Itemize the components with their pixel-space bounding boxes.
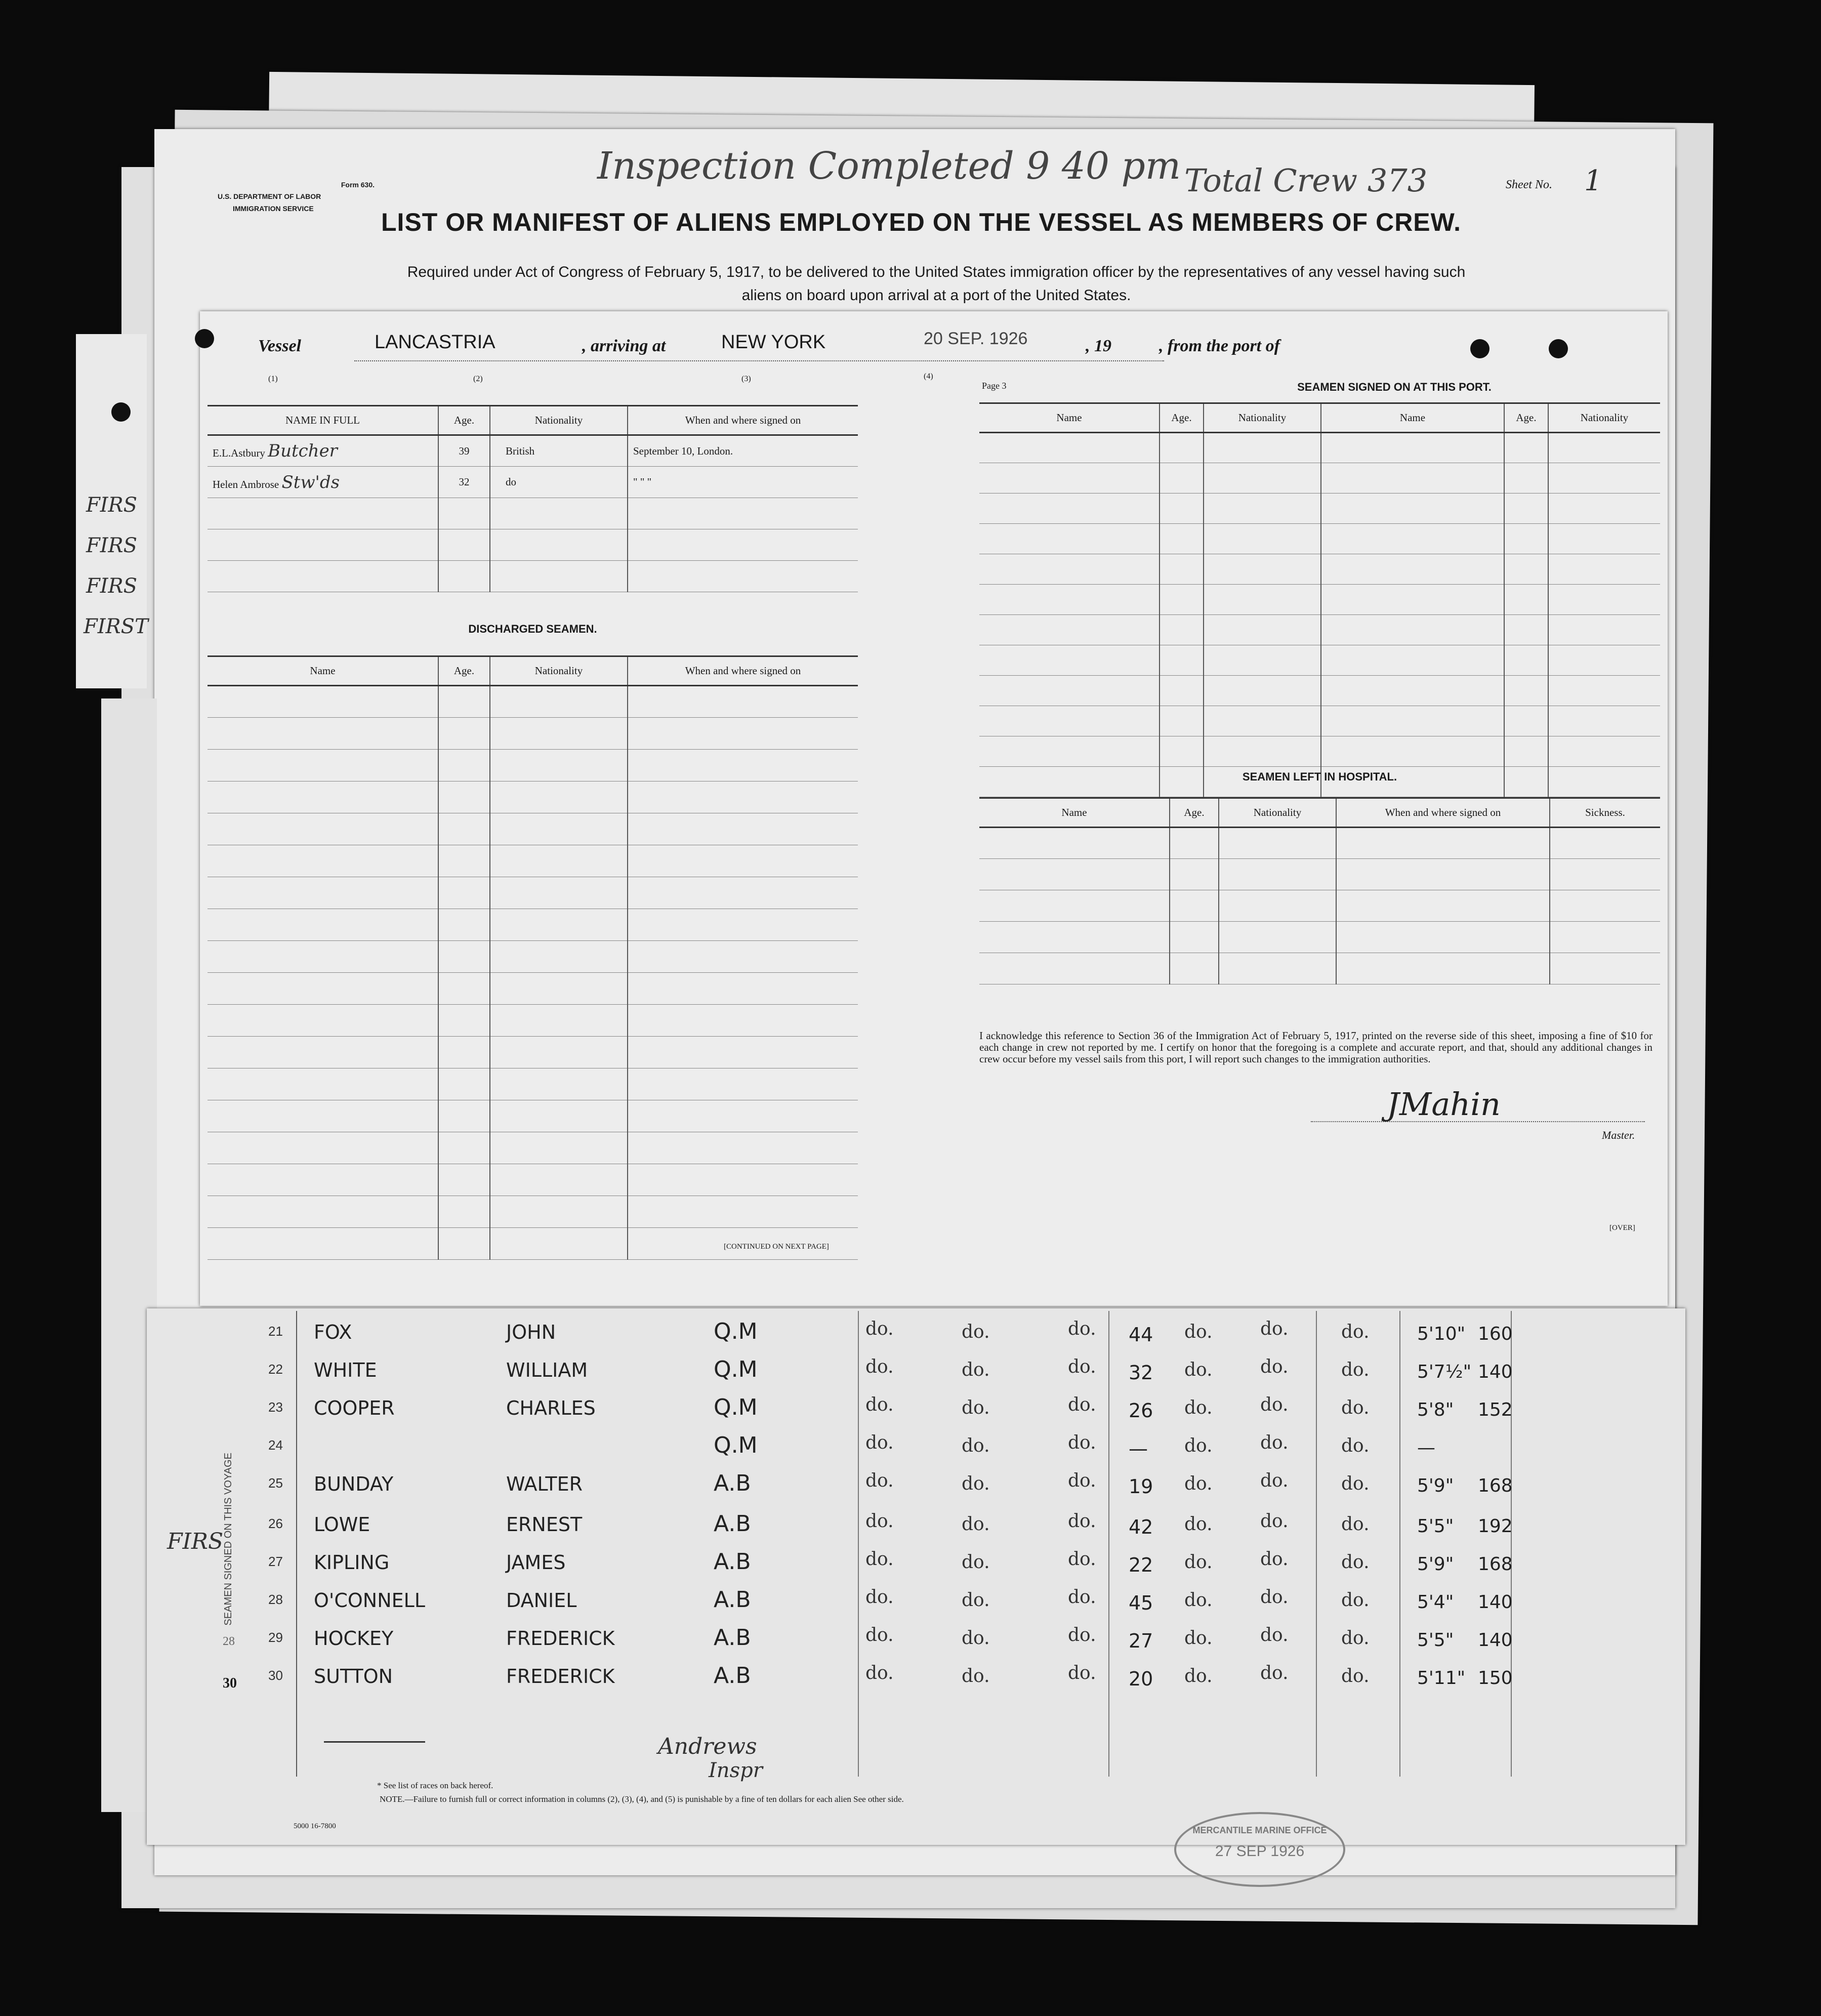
- column-rule: [858, 1311, 859, 1777]
- year-label: , 19: [1086, 337, 1111, 355]
- total-crew-note: Total Crew 373: [1184, 162, 1428, 199]
- signed-on-title: SEAMEN SIGNED ON AT THIS PORT.: [1297, 381, 1492, 393]
- ditto-mark: do.: [1260, 1319, 1289, 1339]
- vessel-underline: [354, 360, 1164, 361]
- ditto-mark: do.: [1068, 1511, 1096, 1532]
- col-header: Nationality: [1219, 798, 1336, 828]
- ditto-mark: do.: [1260, 1587, 1289, 1608]
- crew-weight: 140: [1478, 1630, 1513, 1651]
- crew-rating: Q.M: [714, 1394, 758, 1420]
- column-rule: [1399, 1311, 1400, 1777]
- col-header: Age.: [438, 406, 490, 435]
- crew-surname: BUNDAY: [314, 1473, 394, 1495]
- ditto-mark: do.: [1260, 1511, 1289, 1532]
- table-row: [208, 435, 858, 467]
- ditto-mark: do.: [1260, 1549, 1289, 1570]
- ditto-mark: do.: [1184, 1628, 1213, 1649]
- table-row: [208, 941, 858, 973]
- table-row: [208, 1100, 858, 1132]
- crew-weight: 192: [1478, 1516, 1513, 1537]
- vessel-label: Vessel: [258, 337, 301, 355]
- ditto-mark: do.: [962, 1473, 990, 1494]
- side-label: FIRST: [84, 615, 148, 638]
- subtitle-line: Required under Act of Congress of February 5, 1917, to be delivered to the United States immigration officer by the representatives of any vessel having such: [407, 264, 1466, 280]
- form-number: Form 630.: [341, 181, 375, 189]
- col-header: Name: [979, 798, 1170, 828]
- ditto-mark: do.: [1260, 1432, 1289, 1453]
- table-row: [979, 615, 1660, 645]
- table-row: [979, 828, 1660, 859]
- date-stamp: 20 SEP. 1926: [924, 329, 1028, 348]
- inspector-signature: Andrews: [658, 1734, 757, 1759]
- margin-number: 30: [223, 1675, 237, 1691]
- ditto-mark: do.: [1184, 1322, 1213, 1342]
- crew-age: 27: [1129, 1630, 1153, 1652]
- crew-rating: Q.M: [714, 1319, 758, 1344]
- discharged-table: [208, 655, 858, 1260]
- crew-list-sheet: [147, 1308, 1685, 1845]
- table-row: [208, 813, 858, 845]
- row-number: 26: [268, 1516, 283, 1531]
- signed-on-table: [979, 402, 1660, 797]
- ditto-mark: do.: [865, 1319, 894, 1339]
- crew-rating: A.B: [714, 1663, 751, 1689]
- master-label: Master.: [1602, 1129, 1635, 1141]
- ditto-mark: do.: [1184, 1360, 1213, 1380]
- crew-given-name: ERNEST: [506, 1513, 583, 1536]
- crew-surname: FOX: [314, 1321, 352, 1343]
- side-label: FIRS: [86, 574, 138, 598]
- col-number: (4): [924, 372, 933, 381]
- crew-nationality: British: [490, 435, 628, 467]
- crew-age: 20: [1129, 1668, 1153, 1690]
- stamp-text: MERCANTILE MARINE OFFICE: [1192, 1825, 1327, 1835]
- subtitle-line: aliens on board upon arrival at a port of the United States.: [741, 287, 1131, 304]
- ditto-mark: do.: [1341, 1666, 1370, 1686]
- row-number: 29: [268, 1630, 283, 1645]
- table-row: [208, 750, 858, 781]
- row-number: 27: [268, 1554, 283, 1569]
- crew-rating: A.B: [714, 1625, 751, 1651]
- crew-given-name: FREDERICK: [506, 1665, 615, 1688]
- crew-age: 22: [1129, 1554, 1153, 1576]
- vessel-name: LANCASTRIA: [375, 332, 495, 353]
- crew-given-name: WALTER: [506, 1473, 583, 1495]
- ditto-mark: do.: [1068, 1432, 1096, 1453]
- ditto-mark: do.: [1341, 1552, 1370, 1573]
- ditto-mark: do.: [1184, 1552, 1213, 1573]
- ditto-mark: do.: [1068, 1319, 1096, 1339]
- table-row: [208, 909, 858, 941]
- crew-weight: 140: [1478, 1592, 1513, 1613]
- master-signature: JMahin: [1387, 1086, 1501, 1123]
- crew-height: 5'9": [1417, 1475, 1454, 1496]
- ditto-mark: do.: [1184, 1666, 1213, 1686]
- col-header: Name: [208, 656, 438, 686]
- crew-rating: A.B: [714, 1470, 751, 1496]
- crew-rating: Q.M: [714, 1356, 758, 1382]
- row-number: 28: [268, 1592, 283, 1607]
- col-header: Name: [979, 403, 1160, 433]
- ditto-mark: do.: [865, 1587, 894, 1608]
- crew-name: E.L.Astbury: [213, 447, 265, 459]
- ditto-mark: do.: [1260, 1356, 1289, 1377]
- margin-number: 28: [223, 1635, 235, 1648]
- ditto-mark: do.: [1184, 1473, 1213, 1494]
- ditto-mark: do.: [865, 1470, 894, 1491]
- table-row: [208, 1005, 858, 1037]
- row-number: 24: [268, 1437, 283, 1453]
- ditto-mark: do.: [1260, 1663, 1289, 1683]
- crew-age: 45: [1129, 1592, 1153, 1614]
- sheet-number-value: 1: [1584, 164, 1602, 197]
- crew-height: 5'11": [1417, 1668, 1466, 1689]
- table-row: [979, 736, 1660, 767]
- crew-age: 44: [1129, 1324, 1153, 1346]
- table-row: [208, 1037, 858, 1068]
- ditto-mark: do.: [865, 1432, 894, 1453]
- table-row: [208, 845, 858, 877]
- col-header: Age.: [438, 656, 490, 686]
- crew-height: 5'5": [1417, 1516, 1454, 1537]
- ditto-mark: do.: [1260, 1470, 1289, 1491]
- crew-given-name: DANIEL: [506, 1589, 577, 1612]
- table-row: [979, 859, 1660, 890]
- ditto-mark: do.: [962, 1666, 990, 1686]
- ditto-mark: do.: [1068, 1587, 1096, 1608]
- table-row: [208, 1164, 858, 1196]
- table-row: [208, 877, 858, 909]
- table-row: [208, 1068, 858, 1100]
- table-row: [208, 1132, 858, 1164]
- table-row: [979, 953, 1660, 984]
- row-number: 22: [268, 1362, 283, 1377]
- crew-weight: 140: [1478, 1362, 1513, 1382]
- ditto-mark: do.: [1184, 1397, 1213, 1418]
- port-name: NEW YORK: [721, 332, 826, 353]
- end-line: [324, 1741, 425, 1743]
- table-row: [208, 561, 858, 592]
- over-label: [OVER]: [1609, 1224, 1635, 1232]
- crew-given-name: JOHN: [506, 1321, 556, 1343]
- ditto-mark: do.: [865, 1356, 894, 1377]
- punch-hole: [195, 329, 214, 348]
- table-row: [208, 781, 858, 813]
- ditto-mark: do.: [962, 1552, 990, 1573]
- col-header: Age.: [1170, 798, 1219, 828]
- inspection-note: Inspection Completed 9 40 pm: [597, 144, 1181, 188]
- crew-rating: Q.M: [714, 1432, 758, 1458]
- col-header: Nationality: [1548, 403, 1660, 433]
- table-row: [979, 493, 1660, 524]
- table-row: [208, 718, 858, 750]
- ditto-mark: do.: [865, 1511, 894, 1532]
- crew-age: 19: [1129, 1475, 1153, 1498]
- crew-signed: September 10, London.: [628, 435, 858, 467]
- ditto-mark: do.: [1068, 1394, 1096, 1415]
- col-number: (2): [473, 375, 483, 383]
- crew-height: 5'9": [1417, 1554, 1454, 1575]
- crew-surname: SUTTON: [314, 1665, 393, 1688]
- ditto-mark: do.: [1068, 1625, 1096, 1645]
- table-row: [979, 433, 1660, 463]
- footnote: * See list of races on back hereof.: [377, 1781, 493, 1790]
- ditto-mark: do.: [1341, 1473, 1370, 1494]
- table-row: [979, 463, 1660, 493]
- crew-age: 32: [438, 467, 490, 498]
- ditto-mark: do.: [865, 1394, 894, 1415]
- row-number: 21: [268, 1324, 283, 1339]
- table-row: [208, 529, 858, 561]
- ditto-mark: do.: [962, 1628, 990, 1649]
- column-rule: [296, 1311, 297, 1777]
- table-row: [979, 645, 1660, 676]
- col-number: (1): [268, 375, 278, 383]
- col-header: Age.: [1504, 403, 1548, 433]
- page-3-label: Page 3: [982, 381, 1007, 391]
- crew-age: —: [1129, 1437, 1148, 1460]
- col-header: Nationality: [490, 656, 628, 686]
- table-row: [208, 1196, 858, 1228]
- ditto-mark: do.: [1260, 1394, 1289, 1415]
- ditto-mark: do.: [865, 1549, 894, 1570]
- col-header: When and where signed on: [628, 406, 858, 435]
- col-header: Nationality: [1204, 403, 1321, 433]
- col-header: Sickness.: [1550, 798, 1660, 828]
- col-header: When and where signed on: [1336, 798, 1550, 828]
- crew-given-name: CHARLES: [506, 1397, 596, 1419]
- column-rule: [1316, 1311, 1317, 1777]
- table-row: [979, 524, 1660, 554]
- ditto-mark: do.: [1184, 1435, 1213, 1456]
- crew-given-name: WILLIAM: [506, 1359, 588, 1381]
- side-label: FIRS: [167, 1529, 224, 1554]
- crew-age: 32: [1129, 1362, 1153, 1384]
- side-label: FIRS: [86, 493, 138, 517]
- from-port-label: , from the port of: [1159, 337, 1280, 355]
- ditto-mark: do.: [962, 1360, 990, 1380]
- crew-rating: A.B: [714, 1549, 751, 1575]
- acknowledgment-text: I acknowledge this reference to Section 36 of the Immigration Act of February 5, 1917, printed on the reverse side of this sheet, imposing a fine of $10 for each change in crew not reported by me. I certify on honor that the foregoing is a complete and accurate report, and that, should any additional changes in crew occur before my vessel sails from this port, I will report such changes to the immigration authorities.: [979, 1030, 1652, 1065]
- crew-age: 26: [1129, 1400, 1153, 1422]
- punch-hole: [111, 402, 131, 422]
- table-row: [979, 585, 1660, 615]
- crew-note: Stw'ds: [281, 472, 340, 492]
- crew-age: 39: [438, 435, 490, 467]
- ditto-mark: do.: [1068, 1356, 1096, 1377]
- footnote: NOTE.—Failure to furnish full or correct information in columns (2), (3), (4), and (5) is punishable by a fine of ten dollars for each alien See other side.: [380, 1794, 904, 1804]
- ditto-mark: do.: [1068, 1663, 1096, 1683]
- ditto-mark: do.: [962, 1397, 990, 1418]
- service-label: IMMIGRATION SERVICE: [233, 204, 314, 213]
- col-header: When and where signed on: [628, 656, 858, 686]
- crew-height: —: [1417, 1437, 1435, 1458]
- crew-surname: WHITE: [314, 1359, 377, 1381]
- crew-signed: " " ": [628, 467, 858, 498]
- column-rule: [1108, 1311, 1109, 1777]
- table-row: [979, 676, 1660, 706]
- crew-given-name: FREDERICK: [506, 1627, 615, 1650]
- crew-note: Butcher: [268, 441, 338, 461]
- crew-weight: 150: [1478, 1668, 1513, 1689]
- table-row: [208, 686, 858, 718]
- print-code: 5000 16-7800: [294, 1822, 336, 1830]
- row-number: 30: [268, 1668, 283, 1683]
- crew-height: 5'4": [1417, 1592, 1454, 1613]
- punch-hole: [1549, 339, 1568, 358]
- mercantile-marine-stamp: [1174, 1812, 1345, 1887]
- discharged-title: DISCHARGED SEAMEN.: [468, 623, 597, 635]
- table-row: [979, 554, 1660, 585]
- col-header: NAME IN FULL: [208, 406, 438, 435]
- table-row: [208, 973, 858, 1005]
- crew-rating: A.B: [714, 1587, 751, 1613]
- ditto-mark: do.: [1341, 1514, 1370, 1535]
- table-row: [979, 890, 1660, 922]
- crew-surname: O'CONNELL: [314, 1589, 426, 1612]
- crew-nationality: do: [490, 467, 628, 498]
- continued-label: [CONTINUED ON NEXT PAGE]: [724, 1243, 829, 1251]
- ditto-mark: do.: [1260, 1625, 1289, 1645]
- ditto-mark: do.: [1184, 1514, 1213, 1535]
- crew-name: Helen Ambrose: [213, 478, 279, 490]
- ditto-mark: do.: [1341, 1360, 1370, 1380]
- side-label: FIRS: [86, 534, 138, 557]
- crew-height: 5'10": [1417, 1324, 1466, 1344]
- table-row: [979, 706, 1660, 736]
- ditto-mark: do.: [1341, 1590, 1370, 1611]
- crew-given-name: JAMES: [506, 1551, 566, 1574]
- ditto-mark: do.: [1068, 1549, 1096, 1570]
- crew-surname: COOPER: [314, 1397, 395, 1419]
- ditto-mark: do.: [1341, 1397, 1370, 1418]
- arriving-label: , arriving at: [582, 337, 666, 355]
- ditto-mark: do.: [1341, 1322, 1370, 1342]
- crew-age: 42: [1129, 1516, 1153, 1538]
- crew-height: 5'7½": [1417, 1362, 1472, 1382]
- crew-weight: 160: [1478, 1324, 1513, 1344]
- vertical-side-label: SEAMEN SIGNED ON THIS VOYAGE: [223, 1453, 234, 1626]
- crew-weight: 168: [1478, 1475, 1513, 1496]
- crew-height: 5'8": [1417, 1400, 1454, 1420]
- ditto-mark: do.: [865, 1625, 894, 1645]
- sheet-number-label: Sheet No.: [1506, 178, 1552, 191]
- ditto-mark: do.: [1068, 1470, 1096, 1491]
- table-row: [979, 922, 1660, 953]
- form-title: LIST OR MANIFEST OF ALIENS EMPLOYED ON THE VESSEL AS MEMBERS OF CREW.: [381, 208, 1461, 236]
- form-subtitle: [248, 261, 1625, 307]
- aliens-table: [208, 405, 858, 592]
- ditto-mark: do.: [1341, 1435, 1370, 1456]
- col-header: Nationality: [490, 406, 628, 435]
- hospital-title: SEAMEN LEFT IN HOSPITAL.: [1242, 770, 1397, 783]
- crew-weight: 168: [1478, 1554, 1513, 1575]
- crew-weight: 152: [1478, 1400, 1513, 1420]
- inspector-signature: Inspr: [709, 1759, 763, 1782]
- col-header: Name: [1321, 403, 1504, 433]
- crew-height: 5'5": [1417, 1630, 1454, 1651]
- ditto-mark: do.: [962, 1322, 990, 1342]
- ditto-mark: do.: [962, 1514, 990, 1535]
- hospital-table: [979, 797, 1660, 984]
- crew-surname: HOCKEY: [314, 1627, 394, 1650]
- crew-surname: KIPLING: [314, 1551, 390, 1574]
- punch-hole: [1470, 339, 1489, 358]
- row-number: 25: [268, 1475, 283, 1491]
- stamp-date: 27 SEP 1926: [1215, 1843, 1305, 1860]
- ditto-mark: do.: [1341, 1628, 1370, 1649]
- col-header: Age.: [1160, 403, 1204, 433]
- table-row: [208, 467, 858, 498]
- col-number: (3): [741, 375, 751, 383]
- ditto-mark: do.: [1184, 1590, 1213, 1611]
- ditto-mark: do.: [865, 1663, 894, 1683]
- ditto-mark: do.: [962, 1590, 990, 1611]
- ditto-mark: do.: [962, 1435, 990, 1456]
- row-number: 23: [268, 1400, 283, 1415]
- crew-rating: A.B: [714, 1511, 751, 1537]
- table-row: [208, 498, 858, 529]
- department-label: U.S. DEPARTMENT OF LABOR: [218, 192, 321, 200]
- crew-surname: LOWE: [314, 1513, 370, 1536]
